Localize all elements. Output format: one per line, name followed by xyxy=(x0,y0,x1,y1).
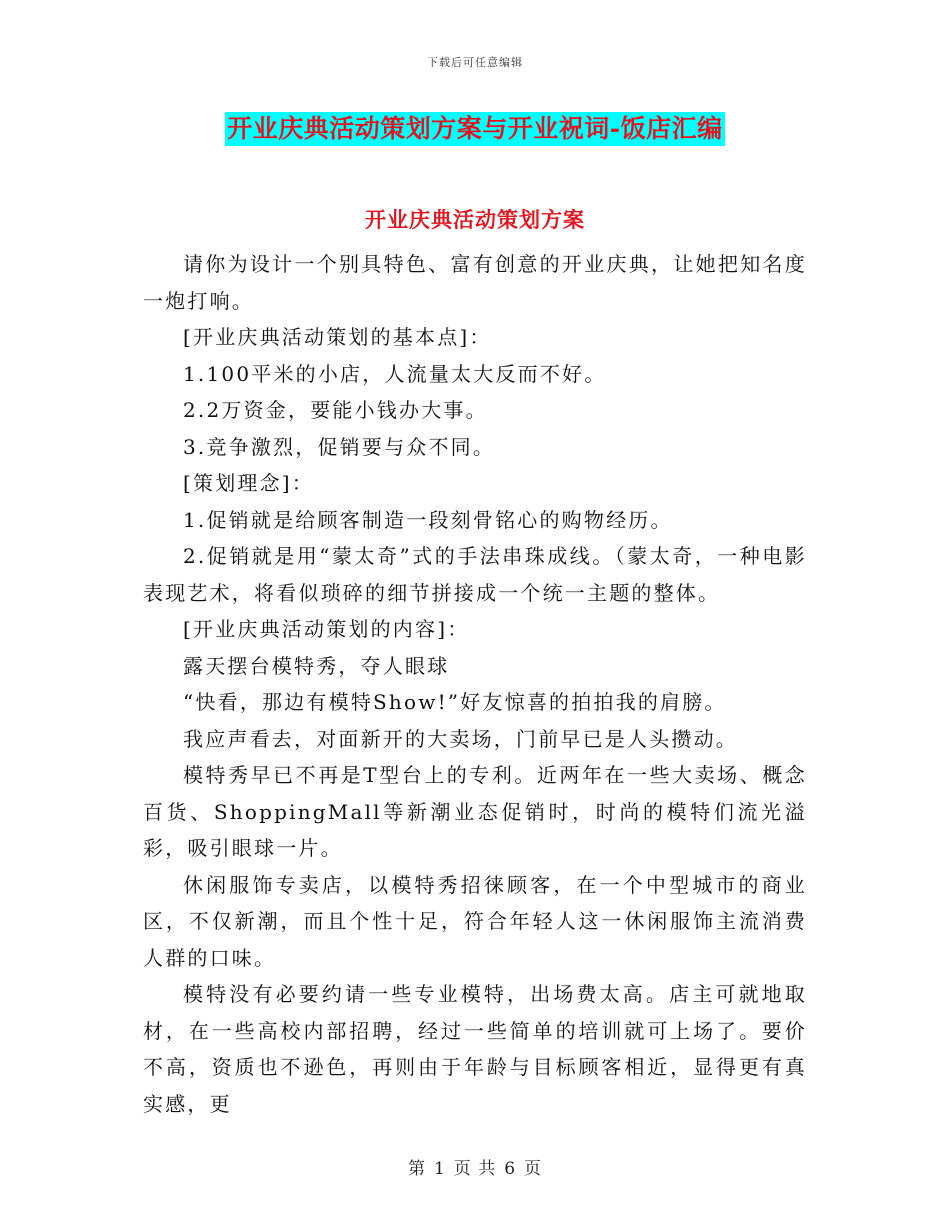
paragraph: 1.100平米的小店，人流量太大反而不好。 xyxy=(183,361,607,386)
paragraph: 2.促销就是用“蒙太奇”式的手法串珠成线。（蒙太奇，一种电影表现艺术，将看似琐碎的细节拼接成一个统一主题的整体。 xyxy=(143,544,807,605)
page-number: 1 xyxy=(433,1159,446,1179)
paragraph: 休闲服饰专卖店，以模特秀招徕顾客，在一个中型城市的商业区，不仅新潮，而且个性十足，符合年轻人这一休闲服饰主流消费人群的口味。 xyxy=(143,872,807,970)
paragraph: 1.促销就是给顾客制造一段刻骨铭心的购物经历。 xyxy=(183,507,673,532)
section-title: 开业庆典活动策划方案 xyxy=(365,207,585,232)
document-body xyxy=(143,246,807,1122)
page-footer xyxy=(0,1154,950,1179)
paragraph: 露天摆台模特秀，夺人眼球 xyxy=(183,653,450,678)
paragraph: 请你为设计一个别具特色、富有创意的开业庆典，让她把知名度一炮打响。 xyxy=(143,252,807,313)
document-title: 开业庆典活动策划方案与开业祝词-饭店汇编 xyxy=(225,112,724,146)
paragraph: 我应声看去，对面新开的大卖场，门前早已是人头攒动。 xyxy=(183,726,738,751)
paragraph: [开业庆典活动策划的内容]： xyxy=(183,617,470,641)
paragraph: 模特秀早已不再是T型台上的专利。近两年在一些大卖场、概念百货、ShoppingMall等新潮业态促销时，时尚的模特们流光溢彩，吸引眼球一片。 xyxy=(143,763,807,860)
total-pages: 6 xyxy=(504,1159,517,1179)
page-prefix: 第 xyxy=(407,1159,426,1179)
page-mid: 页 共 xyxy=(453,1159,497,1179)
document-title-container xyxy=(0,112,950,146)
paragraph: 2.2万资金，要能小钱办大事。 xyxy=(183,398,488,422)
paragraph: [策划理念]： xyxy=(183,471,315,495)
paragraph: 模特没有必要约请一些专业模特，出场费太高。店主可就地取材，在一些高校内部招聘，经过一些简单的培训就可上场了。要价不高，资质也不逊色，再则由于年龄与目标顾客相近，显得更有真实感，更 xyxy=(143,982,807,1116)
page-suffix: 页 xyxy=(524,1159,543,1179)
paragraph: 3.竞争激烈，促销要与众不同。 xyxy=(183,434,496,459)
header-note: 下载后可任意编辑 xyxy=(427,56,523,69)
paragraph: “快看，那边有模特Show!”好友惊喜的拍拍我的肩膀。 xyxy=(183,690,727,714)
paragraph: [开业庆典活动策划的基本点]： xyxy=(183,325,492,349)
